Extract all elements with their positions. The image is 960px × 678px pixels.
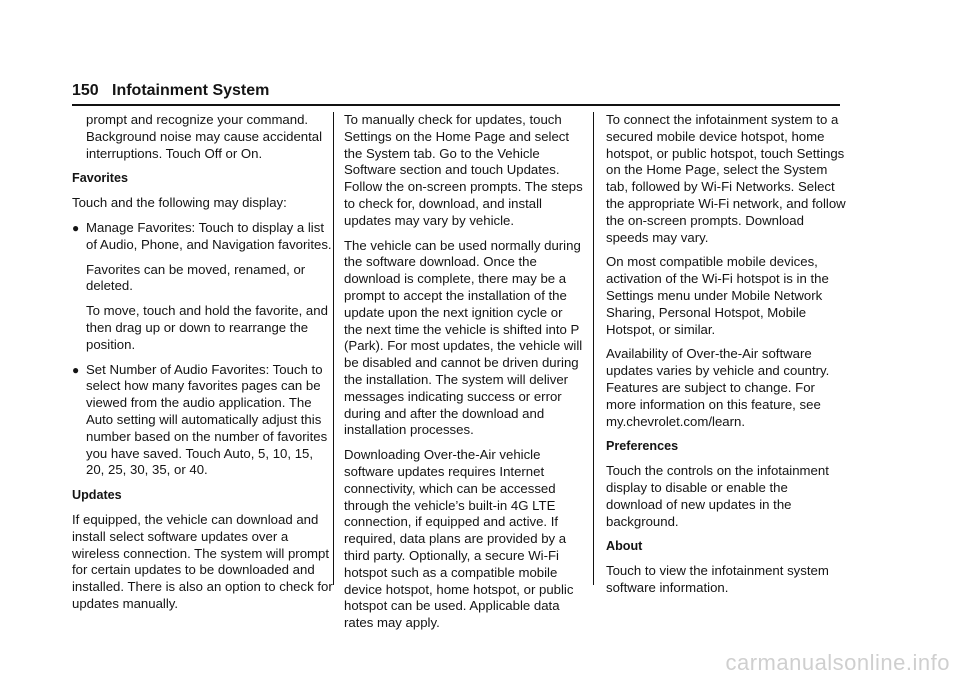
bullet-text: Set Number of Audio Favorites: Touch to select how many favorites pages can be viewed from the audio application. The Auto setting will automatically adjust this number based on the number of favorites you have saved. Touch Auto, 5, 10, 15, 20, 25, 30, 35, or 40. bbox=[86, 361, 328, 478]
column-2 bbox=[344, 112, 584, 640]
column-3 bbox=[606, 112, 846, 605]
paragraph: Touch the controls on the infotainment display to disable or enable the download of new updates in the background. bbox=[606, 463, 829, 529]
bullet-item bbox=[72, 362, 334, 480]
page-number: 150 bbox=[72, 82, 99, 99]
bullet-item bbox=[72, 220, 334, 254]
bullet-continuation: Favorites can be moved, renamed, or deleted. bbox=[86, 261, 306, 294]
bullet-icon: ● bbox=[72, 220, 80, 235]
watermark: carmanualsonline.info bbox=[725, 650, 950, 675]
column-divider-2 bbox=[593, 112, 594, 585]
paragraph: Availability of Over-the-Air software updates varies by vehicle and country. Features are subject to change. For more information on this feature, see my.chevrolet.com/learn. bbox=[606, 346, 830, 429]
subheading-about: About bbox=[606, 539, 643, 554]
subheading-preferences: Preferences bbox=[606, 439, 679, 454]
paragraph: Touch to view the infotainment system software information. bbox=[606, 563, 829, 595]
paragraph: To connect the infotainment system to a secured mobile device hotspot, home hotspot, or public hotspot, touch Settings on the Home Page, select the System tab, followed by Wi-Fi Networks. Select the appropriate Wi-Fi network, and follow the on-screen prompts. Download speeds may vary. bbox=[606, 112, 846, 245]
paragraph: To manually check for updates, touch Settings on the Home Page and select the System tab. Go to the Vehicle Software section and touch Updates. Follow the on-screen prompts. The steps to check for, download, and install updates may vary by vehicle. bbox=[344, 112, 583, 228]
header-divider bbox=[72, 104, 840, 106]
section-title: Infotainment System bbox=[112, 82, 270, 99]
paragraph: On most compatible mobile devices, activation of the Wi-Fi hotspot is in the Settings menu under Mobile Network Sharing, Personal Hotspot, Mobile Hotspot, or similar. bbox=[606, 254, 829, 337]
paragraph: Downloading Over-the-Air vehicle software updates requires Internet connectivity, which can be accessed through the vehicle’s built-in 4G LTE connection, if equipped and active. If required, data plans are provided by a third party. Optionally, a secure Wi-Fi hotspot such as a compatible mobile device hotspot, home hotspot, or public hotspot can be used. Applicable data rates may apply. bbox=[344, 447, 574, 631]
paragraph: If equipped, the vehicle can download and install select software updates over a wireless connection. The system will prompt for certain updates to be downloaded and installed. There is also an option to check for updates manually. bbox=[72, 511, 333, 611]
column-1 bbox=[72, 112, 334, 621]
bullet-continuation: To move, touch and hold the favorite, and then drag up or down to rearrange the position. bbox=[86, 303, 328, 352]
bullet-text: Manage Favorites: Touch to display a list of Audio, Phone, and Navigation favorites. bbox=[86, 219, 332, 252]
subheading-favorites: Favorites bbox=[72, 171, 128, 186]
paragraph: prompt and recognize your command. Background noise may cause accidental interruptions. Touch Off or On. bbox=[86, 112, 323, 161]
paragraph: The vehicle can be used normally during the software download. Once the download is complete, there may be a prompt to accept the installation of the update upon the next ignition cycle or the next time the vehicle is shifted into P (Park). For most updates, the vehicle will be disabled and cannot be driven during the installation. The system will deliver messages indicating success or error during and after the download and installation processes. bbox=[344, 237, 583, 438]
bullet-icon: ● bbox=[72, 362, 80, 377]
paragraph: Touch and the following may display: bbox=[72, 195, 287, 211]
subheading-updates: Updates bbox=[72, 488, 122, 503]
